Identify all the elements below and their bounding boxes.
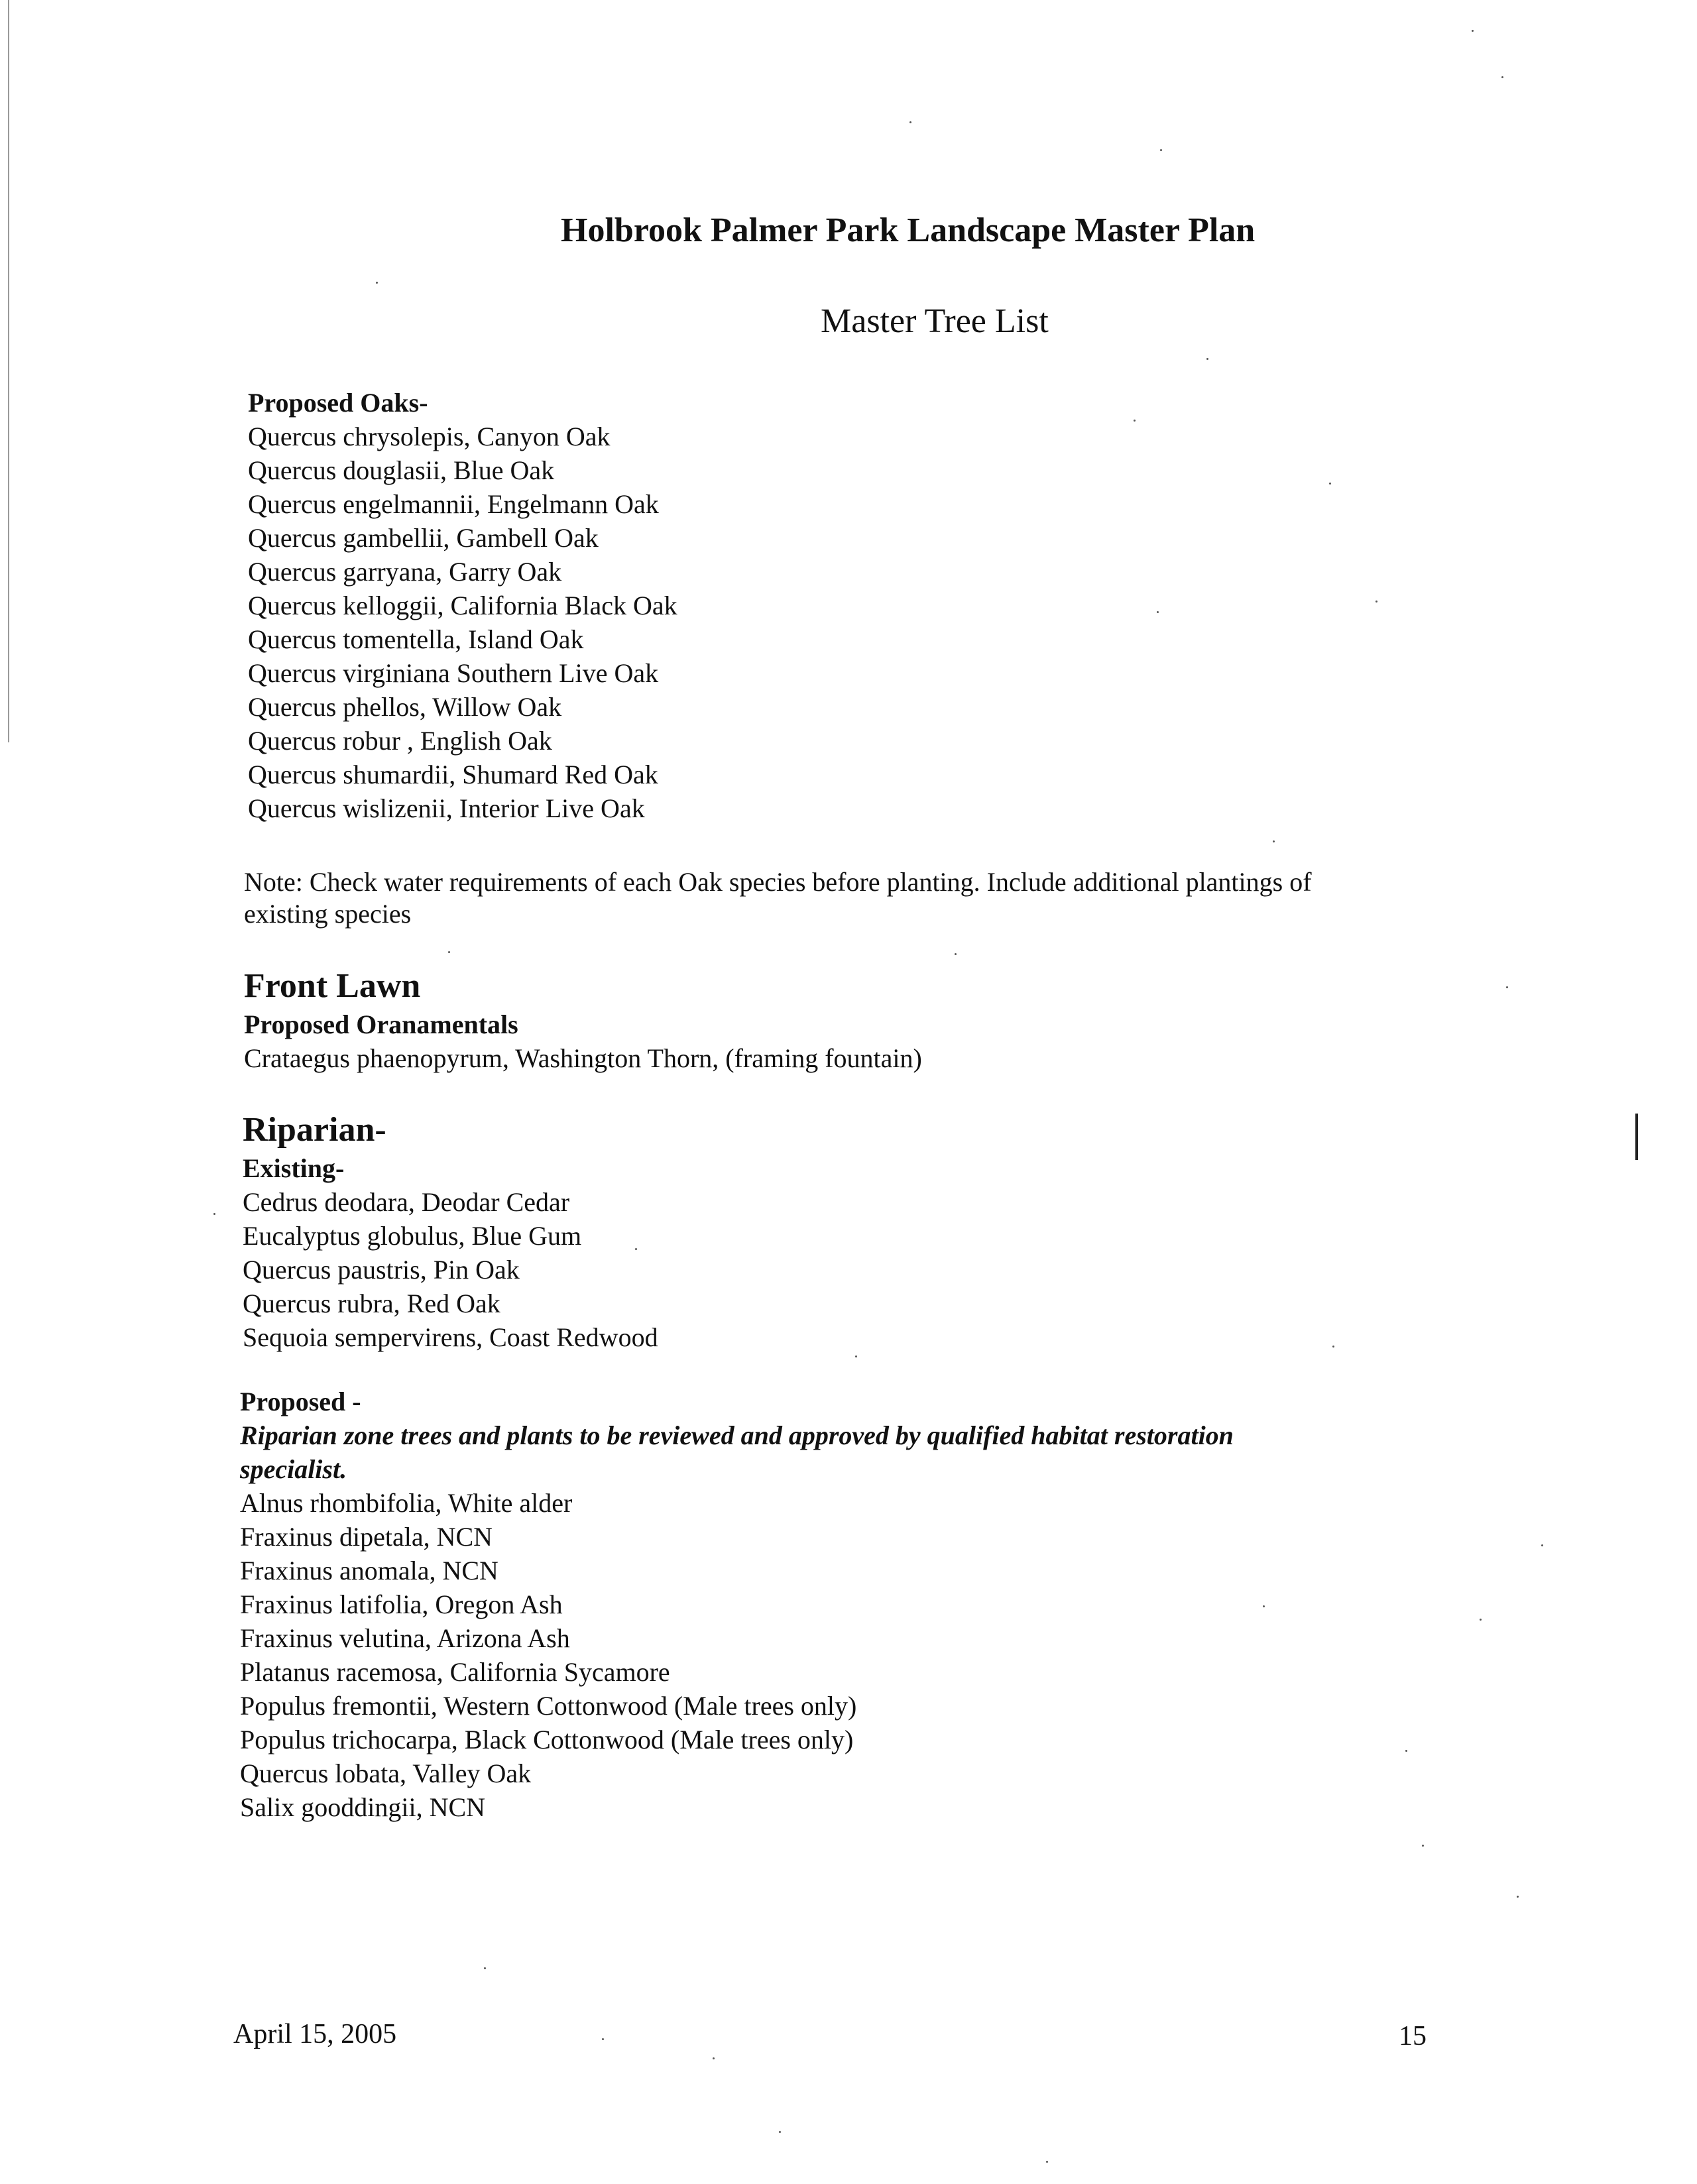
list-item: Quercus rubra, Red Oak <box>243 1289 500 1318</box>
list-item: Cedrus deodara, Deodar Cedar <box>243 1187 570 1217</box>
scan-speck <box>1405 1750 1407 1752</box>
list-item: Sequoia sempervirens, Coast Redwood <box>243 1322 658 1352</box>
scan-speck <box>779 2131 781 2133</box>
oaks-heading: Proposed Oaks- <box>248 388 428 418</box>
front-lawn-section <box>244 1007 922 1075</box>
scan-speck <box>713 2057 715 2059</box>
scan-speck <box>213 1213 215 1215</box>
list-item: Quercus shumardii, Shumard Red Oak <box>248 760 658 789</box>
riparian-proposed-heading: Proposed - <box>240 1387 361 1416</box>
document-subtitle: Master Tree List <box>821 302 1049 340</box>
list-item: Quercus robur , English Oak <box>248 726 552 756</box>
list-item: Quercus engelmannii, Engelmann Oak <box>248 489 659 519</box>
scan-speck <box>1501 76 1503 78</box>
scan-speck <box>484 1967 486 1969</box>
list-item: Quercus phellos, Willow Oak <box>248 692 562 722</box>
scan-mark <box>1635 1114 1638 1160</box>
scan-speck <box>1332 1346 1334 1348</box>
scan-speck <box>1472 30 1474 32</box>
note-line: existing species <box>244 899 412 929</box>
oaks-section <box>248 386 677 825</box>
scan-speck <box>1422 1845 1424 1847</box>
front-lawn-heading: Front Lawn <box>244 967 421 1005</box>
scan-edge-line <box>8 0 9 742</box>
list-item: Fraxinus latifolia, Oregon Ash <box>240 1589 563 1619</box>
scan-speck <box>1134 420 1136 422</box>
scan-speck <box>1263 1605 1265 1607</box>
document-title: Holbrook Palmer Park Landscape Master Plan <box>561 211 1256 249</box>
scan-speck <box>602 2038 604 2040</box>
riparian-existing-heading: Existing- <box>243 1153 345 1183</box>
list-item: Populus trichocarpa, Black Cottonwood (Male trees only) <box>240 1725 854 1754</box>
scan-speck <box>376 282 378 284</box>
list-item: Platanus racemosa, California Sycamore <box>240 1657 670 1687</box>
list-item: Salix gooddingii, NCN <box>240 1792 486 1822</box>
scan-speck <box>1206 358 1208 360</box>
list-item: Quercus chrysolepis, Canyon Oak <box>248 422 611 451</box>
list-item: Quercus garryana, Garry Oak <box>248 557 562 587</box>
scan-speck <box>448 951 450 953</box>
list-item: Eucalyptus globulus, Blue Gum <box>243 1221 582 1251</box>
scan-speck <box>955 953 957 955</box>
list-item: Quercus kelloggii, California Black Oak <box>248 591 677 620</box>
scan-speck <box>1506 986 1508 988</box>
list-item: Crataegus phaenopyrum, Washington Thorn, (framing fountain) <box>244 1043 922 1073</box>
list-item: Quercus virginiana Southern Live Oak <box>248 658 659 688</box>
oaks-note <box>244 866 1312 930</box>
list-item: Quercus wislizenii, Interior Live Oak <box>248 793 645 823</box>
scan-speck <box>1329 483 1331 485</box>
scan-speck <box>1375 601 1377 603</box>
scan-speck <box>1046 2161 1048 2163</box>
list-item: Quercus douglasii, Blue Oak <box>248 455 555 485</box>
scan-speck <box>1273 840 1275 842</box>
riparian-proposed-note: specialist. <box>240 1454 347 1484</box>
list-item: Fraxinus velutina, Arizona Ash <box>240 1623 570 1653</box>
front-lawn-subheading: Proposed Oranamentals <box>244 1009 518 1039</box>
note-line: Note: Check water requirements of each Oak species before planting. Include additional plantings of <box>244 867 1312 897</box>
page-number: 15 <box>1399 2021 1427 2051</box>
riparian-existing-section <box>243 1151 658 1354</box>
list-item: Quercus gambellii, Gambell Oak <box>248 523 599 553</box>
list-item: Quercus paustris, Pin Oak <box>243 1255 520 1285</box>
list-item: Fraxinus anomala, NCN <box>240 1556 498 1585</box>
scan-speck <box>1541 1544 1543 1546</box>
scan-speck <box>909 121 911 123</box>
scan-speck <box>1160 149 1162 151</box>
riparian-heading: Riparian- <box>243 1111 386 1149</box>
riparian-proposed-note: Riparian zone trees and plants to be reviewed and approved by qualified habitat restoration <box>240 1420 1234 1450</box>
list-item: Quercus tomentella, Island Oak <box>248 624 584 654</box>
scan-speck <box>1157 611 1159 613</box>
scan-speck <box>1517 1896 1519 1898</box>
scan-speck <box>1480 1619 1482 1621</box>
list-item: Quercus lobata, Valley Oak <box>240 1758 532 1788</box>
list-item: Populus fremontii, Western Cottonwood (Male trees only) <box>240 1691 857 1721</box>
list-item: Fraxinus dipetala, NCN <box>240 1522 493 1552</box>
footer-date: April 15, 2005 <box>233 2019 397 2049</box>
riparian-proposed-section <box>240 1385 1234 1824</box>
scan-speck <box>635 1248 637 1250</box>
list-item: Alnus rhombifolia, White alder <box>240 1488 573 1518</box>
scan-speck <box>855 1355 857 1357</box>
